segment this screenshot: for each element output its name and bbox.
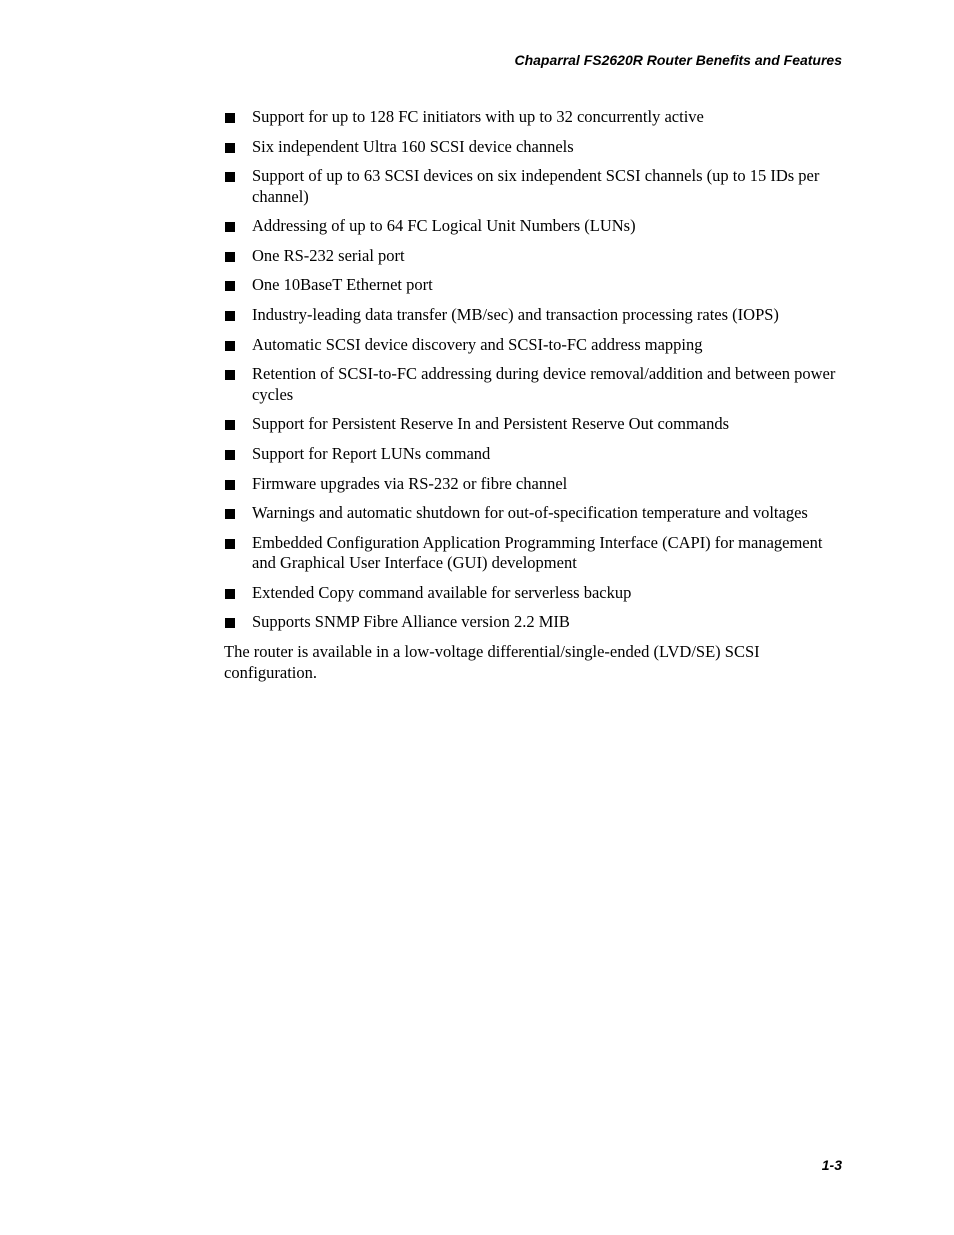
- feature-text: One 10BaseT Ethernet port: [252, 275, 433, 295]
- feature-text: One RS-232 serial port: [252, 245, 405, 265]
- black-square-bullet-icon: [225, 450, 235, 460]
- black-square-bullet-icon: [225, 480, 235, 490]
- closing-paragraph: The router is available in a low-voltage differential/single-ended (LVD/SE) SCSI configuration.: [224, 642, 760, 682]
- list-item: [224, 474, 844, 495]
- black-square-bullet-icon: [225, 539, 235, 549]
- list-item: [224, 503, 844, 524]
- feature-text: Firmware upgrades via RS-232 or fibre channel: [252, 473, 568, 493]
- feature-list: [224, 107, 844, 633]
- feature-text: Extended Copy command available for serverless backup: [252, 582, 632, 602]
- feature-text: Industry-leading data transfer (MB/sec) and transaction processing rates (IOPS): [252, 305, 779, 325]
- feature-text: Supports SNMP Fibre Alliance version 2.2 MIB: [252, 612, 570, 632]
- list-item: [224, 533, 844, 574]
- feature-text: Support of up to 63 SCSI devices on six independent SCSI channels (up to 15 IDs per channel): [252, 166, 820, 206]
- black-square-bullet-icon: [225, 589, 235, 599]
- black-square-bullet-icon: [225, 341, 235, 351]
- list-item: [224, 612, 844, 633]
- black-square-bullet-icon: [225, 143, 235, 153]
- list-item: [224, 275, 844, 296]
- black-square-bullet-icon: [225, 113, 235, 123]
- black-square-bullet-icon: [225, 172, 235, 182]
- black-square-bullet-icon: [225, 252, 235, 262]
- feature-text: Embedded Configuration Application Programming Interface (CAPI) for management and Graphical User Interface (GUI) development: [252, 532, 823, 573]
- black-square-bullet-icon: [225, 370, 235, 380]
- black-square-bullet-icon: [225, 281, 235, 291]
- feature-text: Six independent Ultra 160 SCSI device channels: [252, 136, 574, 156]
- feature-text: Retention of SCSI-to-FC addressing during device removal/addition and between power cycles: [252, 364, 836, 404]
- list-item: [224, 444, 844, 465]
- list-item: [224, 414, 844, 435]
- black-square-bullet-icon: [225, 311, 235, 321]
- feature-text: Automatic SCSI device discovery and SCSI-to-FC address mapping: [252, 334, 703, 354]
- list-item: [224, 216, 844, 237]
- black-square-bullet-icon: [225, 509, 235, 519]
- list-item: [224, 166, 844, 207]
- black-square-bullet-icon: [225, 222, 235, 232]
- list-item: [224, 583, 844, 604]
- feature-text: Warnings and automatic shutdown for out-of-specification temperature and voltages: [252, 503, 808, 523]
- feature-text: Addressing of up to 64 FC Logical Unit Numbers (LUNs): [252, 216, 636, 236]
- list-item: [224, 305, 844, 326]
- page-content: [224, 107, 844, 683]
- list-item: [224, 107, 844, 128]
- running-header: Chaparral FS2620R Router Benefits and Features: [514, 52, 842, 68]
- black-square-bullet-icon: [225, 420, 235, 430]
- feature-text: Support for up to 128 FC initiators with up to 32 concurrently active: [252, 107, 704, 126]
- list-item: [224, 335, 844, 356]
- feature-text: Support for Persistent Reserve In and Persistent Reserve Out commands: [252, 414, 730, 434]
- list-item: [224, 246, 844, 267]
- page-number: 1-3: [821, 1157, 842, 1173]
- list-item: [224, 137, 844, 158]
- feature-text: Support for Report LUNs command: [252, 443, 491, 463]
- list-item: [224, 364, 844, 405]
- black-square-bullet-icon: [225, 618, 235, 628]
